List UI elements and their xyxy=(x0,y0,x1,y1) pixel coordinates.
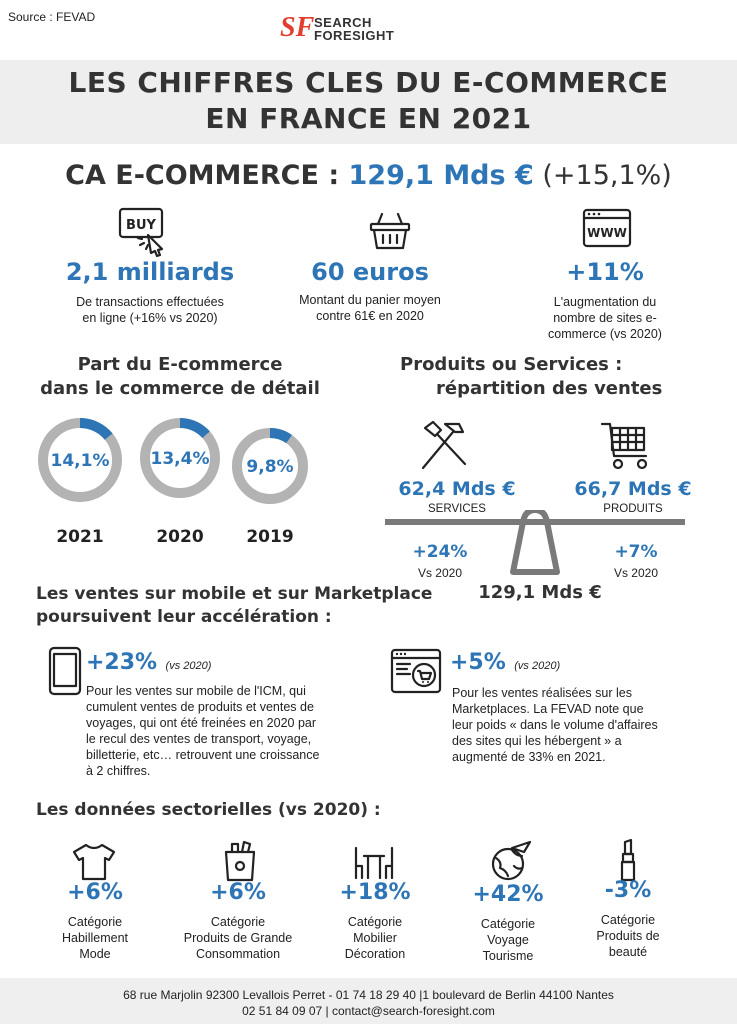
kpi-transactions-desc1: De transactions effectuées xyxy=(76,295,224,309)
shopping-basket-icon xyxy=(368,210,412,254)
kpi-transactions-desc2: en ligne (+16% vs 2020) xyxy=(82,311,218,325)
market-headline xyxy=(450,650,560,675)
donut-year-2021: 2021 xyxy=(56,527,104,547)
mobile-text-5: billetterie, etc… retrouvent une croissance xyxy=(86,748,320,762)
footer-contact: 02 51 84 09 07 | contact@search-foresight.com xyxy=(242,1004,495,1018)
globe-plane-icon xyxy=(488,840,532,882)
share-donuts xyxy=(20,410,340,570)
footer-address: 68 rue Marjolin 92300 Levallois Perret - 01 74 18 29 40 |1 boulevard de Berlin 44100 Nantes xyxy=(123,988,614,1002)
sector-2-line3: Consommation xyxy=(195,947,281,961)
market-text-4: des sites qui les hébergent » a xyxy=(452,734,622,748)
marketplace-browser-icon xyxy=(390,648,442,696)
share-title-line2: dans le commerce de détail xyxy=(40,378,320,399)
hammers-icon xyxy=(415,418,471,474)
sector-5-line3: beauté xyxy=(608,945,648,959)
sectors-title: Les données sectorielles (vs 2020) : xyxy=(36,800,381,820)
sector-4-value: +42% xyxy=(472,882,544,907)
lipstick-icon xyxy=(618,838,638,882)
kpi-basket-desc1: Montant du panier moyen xyxy=(299,293,441,307)
produits-value: 66,7 Mds € xyxy=(574,478,692,500)
kpi-basket-desc2: contre 61€ en 2020 xyxy=(316,309,424,323)
produits-change: +7% xyxy=(614,542,658,562)
sector-2-line1: Catégorie xyxy=(210,915,266,929)
mobile-title-line2: poursuivent leur accélération : xyxy=(36,607,332,627)
mobile-text-1: Pour les ventes sur mobile de l'ICM, qui xyxy=(86,684,306,698)
sector-3-value: +18% xyxy=(339,880,411,905)
split-title-line1: Produits ou Services : xyxy=(400,354,623,375)
page-title-line1: LES CHIFFRES CLES DU E-COMMERCE xyxy=(68,66,669,99)
sector-5-line2: Produits de xyxy=(596,929,660,943)
logo-mark: SF xyxy=(280,12,315,43)
mobile-value: +23% xyxy=(86,650,158,675)
ca-label: CA E-COMMERCE : xyxy=(65,160,349,191)
sector-1-value: +6% xyxy=(67,880,123,905)
services-vs: Vs 2020 xyxy=(417,566,463,580)
services-label: SERVICES xyxy=(428,503,486,515)
kpi-transactions-value: 2,1 milliards xyxy=(65,258,235,286)
sector-4-line3: Tourisme xyxy=(482,949,534,963)
services-change: +24% xyxy=(412,542,468,562)
svg-text:WWW: WWW xyxy=(587,226,627,240)
buy-cursor-icon xyxy=(118,205,170,257)
table-chairs-icon xyxy=(352,846,396,880)
shopping-cart-icon xyxy=(600,420,654,474)
donut-2019 xyxy=(237,433,303,547)
sector-3-line2: Mobilier xyxy=(353,931,397,945)
donut-label-2021: 14,1% xyxy=(50,451,110,471)
tshirt-icon xyxy=(72,842,116,882)
sector-1-line3: Mode xyxy=(79,947,111,961)
sector-3-line3: Décoration xyxy=(344,947,406,961)
split-total: 129,1 Mds € xyxy=(478,582,602,603)
mobile-vs: (vs 2020) xyxy=(165,660,212,672)
donut-year-2020: 2020 xyxy=(156,527,204,547)
market-value: +5% xyxy=(450,650,506,675)
sector-5-value: -3% xyxy=(604,878,652,903)
market-text-1: Pour les ventes réalisées sur les xyxy=(452,686,632,700)
mobile-text-6: à 2 chiffres. xyxy=(86,764,151,778)
services-value: 62,4 Mds € xyxy=(398,478,516,500)
sector-1-line2: Habillement xyxy=(61,931,128,945)
smartphone-icon xyxy=(48,646,82,696)
logo-line1: SEARCH xyxy=(314,15,372,30)
mobile-title-line1: Les ventes sur mobile et sur Marketplace xyxy=(36,584,433,604)
kpi-sites-desc1: L'augmentation du xyxy=(553,295,657,309)
donut-year-2019: 2019 xyxy=(246,527,294,547)
ca-headline xyxy=(0,160,737,191)
market-vs: (vs 2020) xyxy=(514,660,561,672)
logo-line2: FORESIGHT xyxy=(314,28,395,43)
donut-label-2020: 13,4% xyxy=(150,449,210,469)
share-title-line1: Part du E-commerce xyxy=(77,354,283,375)
donut-2021 xyxy=(43,423,117,547)
kpi-sites-value: +11% xyxy=(566,258,644,286)
kpi-sites-desc3: commerce (vs 2020) xyxy=(548,327,662,341)
svg-text:BUY: BUY xyxy=(126,218,156,233)
ca-change: (+15,1%) xyxy=(533,160,672,191)
mobile-text-3: voyages, qui ont été freinées en 2020 par xyxy=(86,716,317,730)
sector-3-line1: Catégorie xyxy=(347,915,403,929)
sector-4-line1: Catégorie xyxy=(480,917,536,931)
produits-vs: Vs 2020 xyxy=(613,566,659,580)
mobile-text-4: le recul des ventes de transport, voyage, xyxy=(86,732,312,746)
kpi-basket-value: 60 euros xyxy=(311,258,429,286)
logo xyxy=(280,14,420,44)
www-browser-icon xyxy=(582,208,632,250)
donut-2020 xyxy=(145,423,215,547)
sector-5-line1: Catégorie xyxy=(600,913,656,927)
donut-label-2019: 9,8% xyxy=(246,457,294,477)
produits-label: PRODUITS xyxy=(603,503,663,515)
grocery-bag-icon xyxy=(220,838,260,882)
source-note: Source : FEVAD xyxy=(8,10,96,24)
kpi-sites-desc2: nombre de sites e- xyxy=(553,311,657,325)
ca-value: 129,1 Mds € xyxy=(348,160,534,191)
split-title-line2: répartition des ventes xyxy=(436,378,663,399)
mobile-text-2: cumulent ventes de produits et ventes de xyxy=(86,700,314,714)
market-text-5: augmenté de 33% en 2021. xyxy=(452,750,606,764)
sector-2-line2: Produits de Grande xyxy=(183,931,293,945)
page-title-line2: EN FRANCE EN 2021 xyxy=(205,102,532,135)
sector-1-line1: Catégorie xyxy=(67,915,123,929)
market-text-3: leur poids « dans le volume d'affaires xyxy=(452,718,658,732)
market-text-2: Marketplaces. La FEVAD note que xyxy=(452,702,644,716)
sector-4-line2: Voyage xyxy=(487,933,529,947)
sector-2-value: +6% xyxy=(210,880,266,905)
mobile-headline xyxy=(86,650,211,675)
